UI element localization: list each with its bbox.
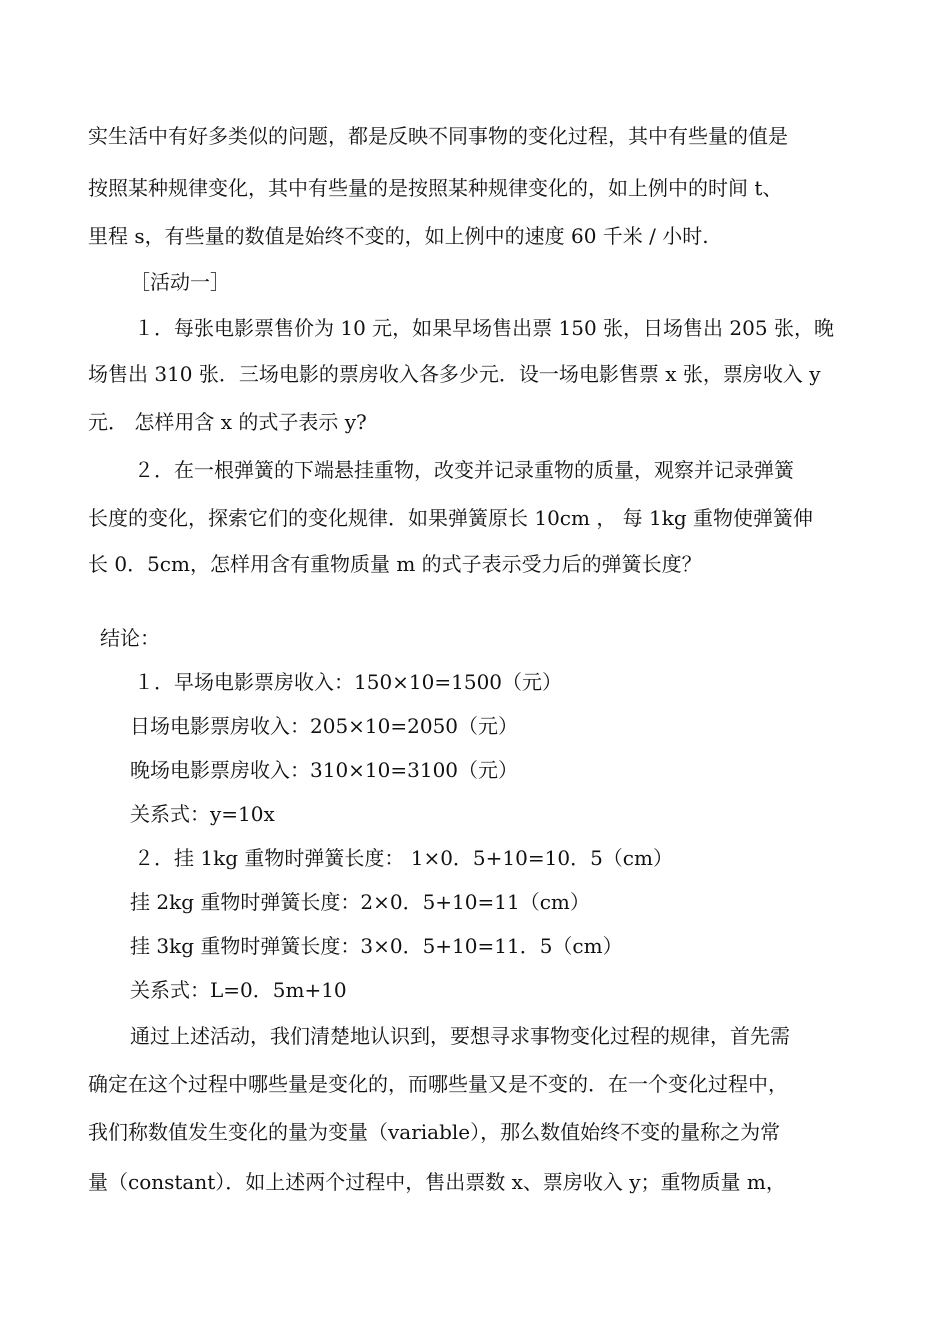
conclusion-line-1: １．早场电影票房收入：150×10=1500（元） — [134, 670, 563, 694]
conclusion-line-2: 日场电影票房收入：205×10=2050（元） — [130, 714, 519, 738]
intro-line-2: 按照某种规律变化，其中有些量的是按照某种规律变化的，如上例中的时间 t、 — [88, 176, 783, 200]
conclusion-line-8: 关系式：L=0．5m+10 — [130, 978, 347, 1002]
conclusion-line-6: 挂 2kg 重物时弹簧长度：2×0．5+10=11（cm） — [130, 890, 590, 914]
summary-line-4: 量（constant）．如上述两个过程中，售出票数 x、票房收入 y；重物质量 m， — [88, 1170, 786, 1194]
summary-line-2: 确定在这个过程中哪些量是变化的，而哪些量又是不变的．在一个变化过程中， — [88, 1072, 788, 1096]
summary-line-1: 通过上述活动，我们清楚地认识到，要想寻求事物变化过程的规律，首先需 — [130, 1024, 790, 1048]
question-1-line-3: 元． 怎样用含 x 的式子表示 y? — [88, 410, 367, 434]
question-1-line-1: １．每张电影票售价为 10 元，如果早场售出票 150 张，日场售出 205 张，晚 — [134, 316, 834, 340]
question-2-line-1: ２．在一根弹簧的下端悬挂重物，改变并记录重物的质量，观察并记录弹簧 — [134, 458, 794, 482]
intro-line-1: 实生活中有好多类似的问题，都是反映不同事物的变化过程，其中有些量的值是 — [88, 124, 788, 148]
question-2-line-2: 长度的变化，探索它们的变化规律．如果弹簧原长 10cm ， 每 1kg 重物使弹簧伸 — [88, 506, 814, 530]
conclusion-line-3: 晚场电影票房收入：310×10=3100（元） — [130, 758, 519, 782]
conclusion-heading: 结论： — [100, 626, 160, 650]
conclusion-line-7: 挂 3kg 重物时弹簧长度：3×0．5+10=11．5（cm） — [130, 934, 623, 958]
question-2-line-3: 长 0．5cm，怎样用含有重物质量 m 的式子表示受力后的弹簧长度？ — [88, 552, 702, 576]
conclusion-line-4: 关系式：y=10x — [130, 802, 275, 826]
intro-line-3: 里程 s，有些量的数值是始终不变的，如上例中的速度 60 千米 / 小时. — [88, 224, 709, 248]
summary-line-3: 我们称数值发生变化的量为变量（variable），那么数值始终不变的量称之为常 — [88, 1120, 781, 1144]
question-1-line-2: 场售出 310 张．三场电影的票房收入各多少元．设一场电影售票 x 张，票房收入 y — [88, 362, 821, 386]
conclusion-line-5: ２．挂 1kg 重物时弹簧长度： 1×0．5+10=10．5（cm） — [134, 846, 673, 870]
activity-heading: ［活动一］ — [130, 270, 230, 294]
